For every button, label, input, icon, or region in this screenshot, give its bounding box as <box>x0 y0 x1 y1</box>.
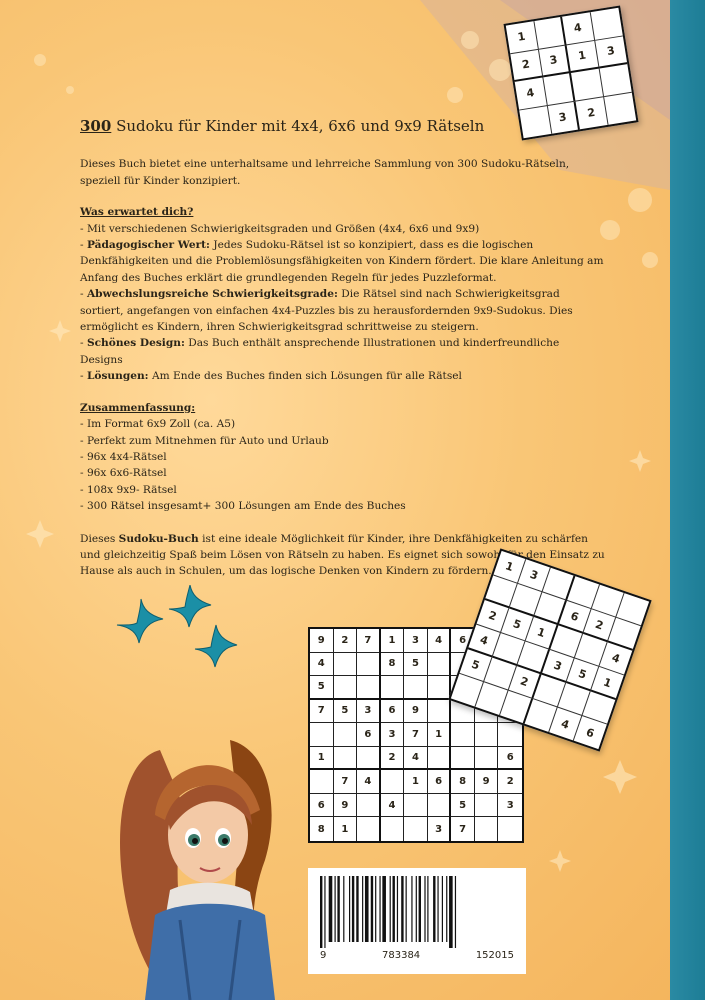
sudoku-cell: 1 <box>381 629 405 653</box>
sudoku-cell <box>357 676 381 700</box>
summary-item: - 96x 6x6-Rätsel <box>80 467 167 480</box>
sudoku-cell <box>310 770 334 794</box>
sudoku-cell: 3 <box>518 559 551 592</box>
sudoku-cell: 9 <box>310 629 334 653</box>
barcode-bar <box>337 876 339 942</box>
barcode-bar <box>449 876 453 948</box>
barcode-bar <box>427 876 428 942</box>
barcode-bar <box>401 876 403 942</box>
barcode-bar <box>365 876 369 942</box>
sudoku-cell <box>498 723 522 747</box>
sudoku-cell <box>428 794 452 818</box>
sudoku-cell: 3 <box>381 723 405 747</box>
sudoku-cell <box>357 794 381 818</box>
sudoku-cell: 2 <box>510 49 543 82</box>
expect-item: - Lösungen: Am Ende des Buches finden sich Lösungen für alle Rätsel <box>80 370 462 383</box>
barcode-bar <box>343 876 344 942</box>
barcode-bar <box>390 876 391 942</box>
barcode-bar <box>362 876 363 942</box>
sudoku-cell: 4 <box>599 642 632 675</box>
sudoku-cell: 5 <box>459 649 492 682</box>
barcode <box>308 868 526 974</box>
sudoku-cell <box>428 700 452 724</box>
sudoku-cell: 9 <box>404 700 428 724</box>
barcode-bar <box>419 876 421 942</box>
barcode-bar <box>406 876 407 942</box>
barcode-bar <box>329 876 333 942</box>
sudoku-cell <box>381 770 405 794</box>
sudoku-cell <box>334 747 358 771</box>
sudoku-cell <box>604 92 637 125</box>
sudoku-cell: 6 <box>558 601 591 634</box>
sudoku-cell: 7 <box>310 700 334 724</box>
sudoku-cell: 6 <box>584 725 597 741</box>
sudoku-cell <box>310 723 334 747</box>
sudoku-cell: 9 <box>334 794 358 818</box>
back-cover-title: 300 Sudoku für Kinder mit 4x4, 6x6 und 9x9 Rätseln <box>80 117 485 135</box>
sudoku-cell <box>334 676 358 700</box>
barcode-bar <box>442 876 443 942</box>
sudoku-cell: 5 <box>334 700 358 724</box>
sudoku-cell <box>381 817 405 841</box>
sudoku-cell: 1 <box>567 40 600 73</box>
sudoku-cell: 4 <box>310 653 334 677</box>
sudoku-cell: 3 <box>595 36 628 69</box>
sudoku-cell: 4 <box>404 747 428 771</box>
sudoku-cell: 8 <box>381 653 405 677</box>
expect-heading: Was erwartet dich? <box>80 206 194 219</box>
expect-item: - Abwechslungsreiche Schwierigkeitsgrade: Die Rätsel sind nach Schwierigkeitsgrad sortiert, angefangen von einfachen 4x4-Puzzles bis zu herausfordernden 9x9-Sudokus. Dies ermöglicht es Kindern, ihren Schwierigkeitsgrad schrittweise zu steigern. <box>80 288 573 334</box>
girl-illustration <box>100 720 300 1000</box>
sudoku-cell: 9 <box>475 770 499 794</box>
barcode-bar <box>455 876 456 948</box>
barcode-bar <box>320 876 322 948</box>
barcode-bar <box>324 876 325 948</box>
sudoku-cell <box>451 747 475 771</box>
sudoku-cell <box>590 8 623 41</box>
barcode-bar <box>397 876 398 942</box>
sudoku-cell: 1 <box>404 770 428 794</box>
barcode-bar <box>411 876 412 942</box>
barcode-bar <box>382 876 386 942</box>
sudoku-cell <box>599 64 632 97</box>
barcode-bar <box>424 876 425 942</box>
sparkle-icons <box>115 585 245 685</box>
sudoku-cell <box>428 653 452 677</box>
sudoku-cell <box>404 676 428 700</box>
sudoku-cell: 2 <box>575 97 608 130</box>
sudoku-cell: 5 <box>451 794 475 818</box>
sudoku-cell: 8 <box>310 817 334 841</box>
sudoku-cell: 1 <box>591 667 624 700</box>
sudoku-cell <box>428 747 452 771</box>
description-text <box>80 118 605 580</box>
barcode-bar <box>433 876 435 942</box>
book-spine <box>670 0 705 1000</box>
barcode-bar <box>356 876 358 942</box>
sudoku-cell: 2 <box>381 747 405 771</box>
sudoku-cell <box>534 17 567 50</box>
sudoku-cell: 6 <box>381 700 405 724</box>
sudoku-cell: 5 <box>310 676 334 700</box>
sudoku-cell: 1 <box>310 747 334 771</box>
sudoku-cell: 4 <box>428 629 452 653</box>
summary-item: - Im Format 6x9 Zoll (ca. A5) <box>80 418 236 431</box>
sudoku-cell <box>451 723 475 747</box>
summary-item: - Perfekt zum Mitnehmen für Auto und Urlaub <box>80 434 329 447</box>
sudoku-cell: 3 <box>428 817 452 841</box>
sudoku-cell <box>475 794 499 818</box>
barcode-bar <box>446 876 447 942</box>
sudoku-cell <box>571 69 604 102</box>
sudoku-cell <box>404 817 428 841</box>
summary-heading: Zusammenfassung: <box>80 401 196 414</box>
barcode-bar <box>335 876 336 942</box>
sudoku-cell <box>334 723 358 747</box>
sudoku-cell: 1 <box>334 817 358 841</box>
summary-item: - 108x 9x9- Rätsel <box>80 483 177 496</box>
sudoku-cell: 2 <box>476 600 509 633</box>
sudoku-cell: 4 <box>549 708 582 741</box>
sudoku-cell: 1 <box>506 21 539 54</box>
sudoku-cell: 4 <box>515 77 548 110</box>
sudoku-cell: 3 <box>357 700 381 724</box>
sudoku-cell: 6 <box>310 794 334 818</box>
barcode-bar <box>352 876 354 942</box>
outro-paragraph: Dieses Sudoku-Buch ist eine ideale Möglichkeit für Kinder, ihre Denkfähigkeiten zu schärfen und gleichzeitig Spaß beim Lösen von Rätseln zu haben. Es eignet sich sowohl für den Einsatz zu Hause als auch in Schulen, um das logische Denken von Kindern zu fördern. <box>80 532 605 578</box>
sudoku-cell <box>404 794 428 818</box>
sudoku-cell: 3 <box>404 629 428 653</box>
sudoku-cell <box>543 73 576 106</box>
summary-item: - 300 Rätsel insgesamt+ 300 Lösungen am Ende des Buches <box>80 500 406 513</box>
sudoku-cell: 6 <box>451 629 475 653</box>
sudoku-cell: 2 <box>583 609 616 642</box>
sudoku-cell <box>475 817 499 841</box>
sudoku-cell: 2 <box>334 629 358 653</box>
sudoku-cell <box>357 653 381 677</box>
sudoku-cell: 7 <box>404 723 428 747</box>
sudoku-cell: 7 <box>334 770 358 794</box>
sudoku-cell <box>334 653 358 677</box>
expect-item: - Schönes Design: Das Buch enthält ansprechende Illustrationen und kinderfreundliche Designs <box>80 337 560 366</box>
sudoku-cell: 6 <box>498 747 522 771</box>
barcode-digits: 9 783384 152015 <box>320 950 514 961</box>
barcode-bar <box>416 876 417 942</box>
sudoku-cell: 2 <box>508 666 541 699</box>
sudoku-cell: 4 <box>381 794 405 818</box>
sudoku-cell: 6 <box>357 723 381 747</box>
sudoku-cell <box>357 747 381 771</box>
sudoku-cell: 8 <box>451 770 475 794</box>
barcode-bar <box>375 876 376 942</box>
barcode-bar <box>379 876 380 942</box>
sudoku-cell <box>475 747 499 771</box>
barcode-bar <box>349 876 350 942</box>
barcode-bar <box>371 876 373 942</box>
sudoku-cell: 5 <box>501 608 534 641</box>
sudoku-cell: 2 <box>498 770 522 794</box>
sudoku-cell <box>428 676 452 700</box>
sudoku-cell: 1 <box>428 723 452 747</box>
expect-item: - Mit verschiedenen Schwierigkeitsgraden und Größen (4x4, 6x6 und 9x9) <box>80 222 480 235</box>
sudoku-cell: 7 <box>357 629 381 653</box>
summary-item: - 96x 4x4-Rätsel <box>80 450 167 463</box>
intro-paragraph: Dieses Buch bietet eine unterhaltsame und lehrreiche Sammlung von 300 Sudoku-Rätseln, speziell für Kinder konzipiert. <box>80 158 570 187</box>
barcode-bars <box>316 876 518 948</box>
sudoku-cell: 3 <box>538 45 571 78</box>
sudoku-cell: 5 <box>404 653 428 677</box>
sudoku-cell: 3 <box>547 101 580 134</box>
sudoku-cell: 5 <box>566 658 599 691</box>
sudoku-cell: 6 <box>428 770 452 794</box>
sudoku-cell <box>475 723 499 747</box>
sudoku-cell: 4 <box>468 625 501 658</box>
sudoku-cell: 3 <box>542 650 575 683</box>
sudoku-cell <box>381 676 405 700</box>
sudoku-cell: 1 <box>525 617 558 650</box>
sudoku-cell <box>498 817 522 841</box>
barcode-bar <box>393 876 395 942</box>
expect-item: - Pädagogischer Wert: Jedes Sudoku-Rätsel ist so konzipiert, dass es die logischen Denkfähigkeiten und die Problemlösungsfähigkeiten von Kindern fördert. Die klare Anleitung am Anfang des Buches erklärt die grundlegenden Regeln für jedes Puzzleformat. <box>80 239 604 284</box>
sudoku-cell: 4 <box>357 770 381 794</box>
sudoku-cell: 4 <box>562 12 595 45</box>
sudoku-cell: 1 <box>493 551 526 584</box>
sudoku-cell: 7 <box>451 817 475 841</box>
barcode-bar <box>437 876 438 942</box>
sudoku-cell: 3 <box>498 794 522 818</box>
sudoku-cell <box>357 817 381 841</box>
